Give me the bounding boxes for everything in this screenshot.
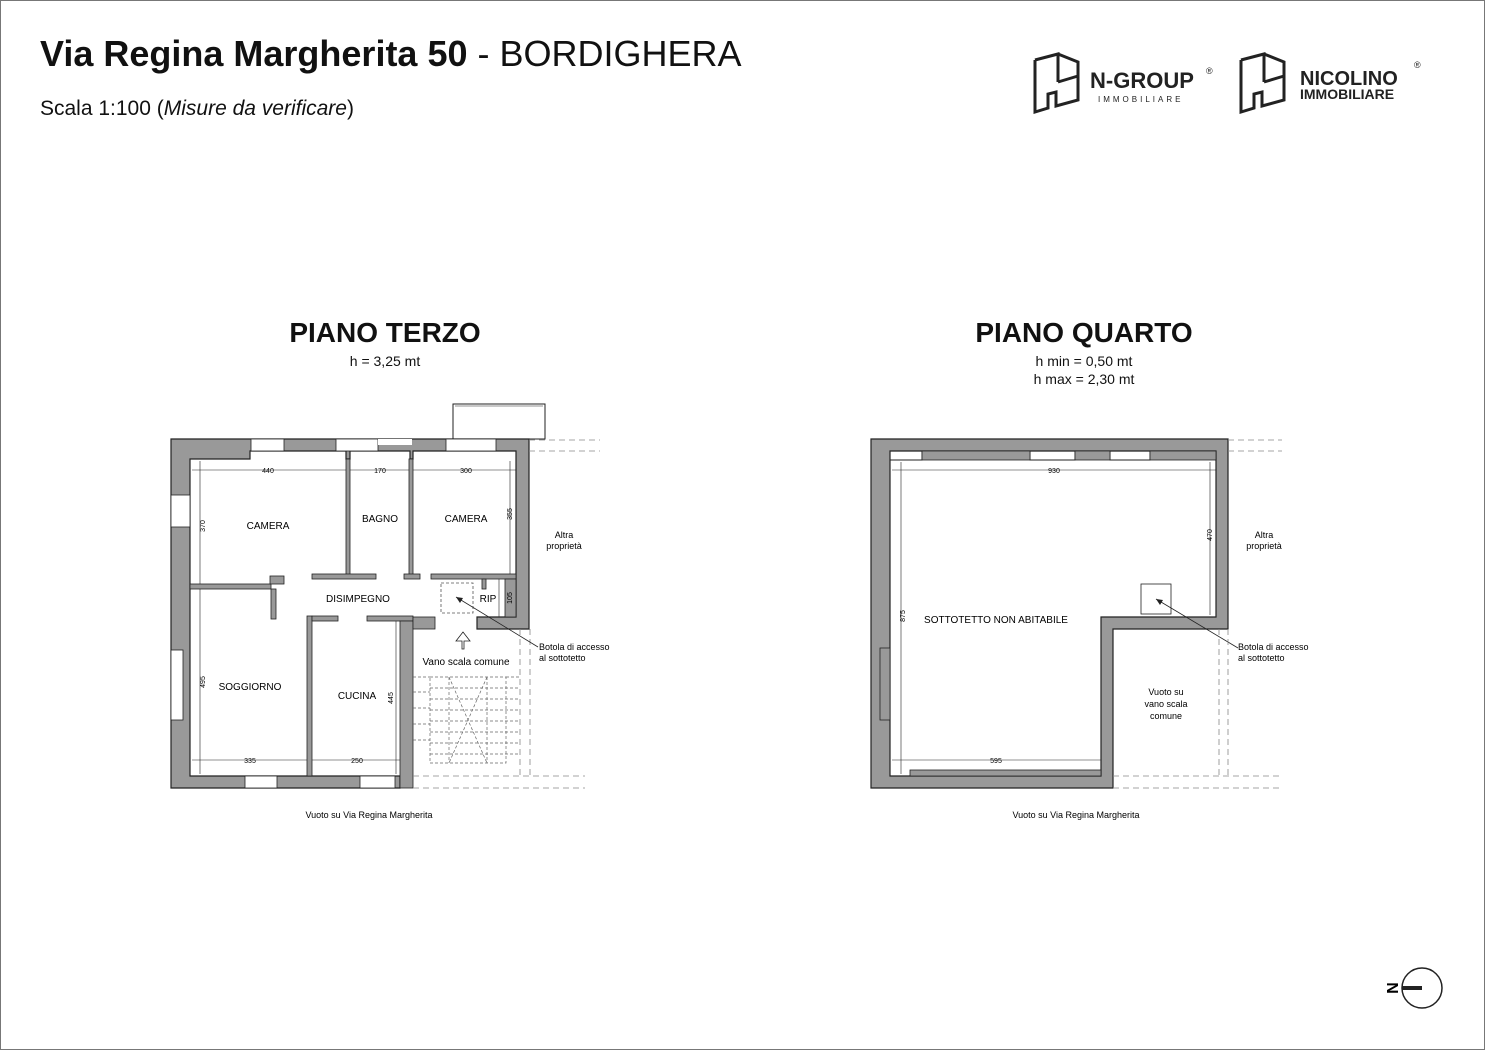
interior-wall [312, 574, 376, 579]
dim-250: 250 [351, 758, 363, 765]
nicolino-sub: IMMOBILIARE [1300, 86, 1395, 102]
interior-wall [413, 617, 435, 629]
dim-930: 930 [1048, 468, 1060, 475]
dim-355: 355 [507, 508, 514, 520]
botola-label-2: al sottotetto [539, 653, 586, 663]
room-camera-2: CAMERA [444, 514, 488, 525]
room-rip: RIP [479, 594, 497, 605]
dim-495: 495 [200, 676, 207, 688]
interior-wall [190, 584, 271, 589]
title-address: Via Regina Margherita 50 [40, 33, 468, 74]
nicolino-name: NICOLINO [1300, 68, 1398, 90]
interior-wall [346, 459, 350, 578]
dim-470: 470 [1207, 529, 1214, 541]
floor3-height: h = 3,25 mt [349, 353, 421, 369]
scale-label: Scala 1:100 ( [40, 97, 164, 120]
attic-wall-segment [922, 451, 1030, 460]
interior-wall [409, 459, 413, 578]
dim-170: 170 [374, 468, 386, 475]
floor4-exterior-wall [871, 439, 1228, 788]
dim-335: 335 [244, 758, 256, 765]
title-city: - BORDIGHERA [467, 33, 742, 74]
attic-wall-segment [880, 648, 890, 720]
vuoto-scala-3: comune [1149, 711, 1183, 721]
window [360, 776, 395, 788]
botola-label-1: Botola di accesso [539, 642, 610, 652]
ngroup-reg: ® [1206, 66, 1213, 76]
dim-440: 440 [262, 468, 274, 475]
window-gap [378, 439, 412, 445]
window [251, 439, 284, 451]
dim-595: 595 [990, 758, 1002, 765]
dim-875: 875 [900, 610, 907, 622]
dim-370: 370 [200, 520, 207, 532]
room-soggiorno: SOGGIORNO [218, 682, 282, 693]
floor4-title: PIANO QUARTO [975, 317, 1193, 348]
floor3-title: PIANO TERZO [289, 317, 481, 348]
staircase [413, 677, 520, 763]
attic-wall-segment [1150, 451, 1216, 460]
scale-note: Misure da verificare [163, 97, 347, 120]
interior-wall [431, 574, 516, 579]
window [446, 439, 496, 451]
interior-wall [307, 616, 312, 776]
floor4-hmax: h max = 2,30 mt [1033, 371, 1135, 387]
altra-label-1: Altra [1254, 530, 1274, 540]
window [171, 650, 183, 720]
room-bagno: BAGNO [361, 514, 399, 525]
interior-wall [271, 589, 276, 619]
botola-label-1: Botola di accesso [1238, 642, 1309, 652]
property-lines [1113, 440, 1282, 788]
floor3-plan [171, 404, 610, 820]
interior-wall [367, 616, 413, 621]
scale-close: ) [346, 97, 354, 120]
botola-label-2: al sottotetto [1238, 653, 1285, 663]
vuoto-label: Vuoto su Via Regina Margherita [305, 810, 433, 820]
attic-wall-segment [1075, 451, 1110, 460]
vano-scala-label: Vano scala comune [422, 657, 510, 668]
ngroup-name: N-GROUP [1090, 68, 1194, 93]
entry-arrow-icon [456, 632, 470, 649]
altra-label-2: proprietà [546, 541, 582, 551]
vuoto-scala-2: vano scala [1144, 699, 1188, 709]
vuoto-label: Vuoto su Via Regina Margherita [1012, 810, 1140, 820]
floor4-plan [871, 439, 1309, 820]
dim-105: 105 [507, 592, 514, 604]
dimension-lines [192, 461, 516, 774]
window [336, 439, 378, 451]
window [245, 776, 277, 788]
arrowhead-icon [456, 597, 463, 603]
floor4-hmin: h min = 0,50 mt [1035, 353, 1133, 369]
room-cucina: CUCINA [337, 691, 377, 702]
dim-300: 300 [460, 468, 472, 475]
room-camera-1: CAMERA [246, 521, 290, 532]
attic-wall-segment [910, 770, 1101, 776]
altra-label-1: Altra [554, 530, 574, 540]
interior-wall [270, 576, 284, 584]
room-sottotetto: SOTTOTETTO NON ABITABILE [924, 615, 1068, 626]
north-letter: N [1382, 982, 1400, 994]
balcony [453, 404, 545, 439]
interior-wall [400, 621, 413, 788]
vuoto-scala-1: Vuoto su [1148, 687, 1184, 697]
interior-wall [482, 579, 486, 589]
altra-label-2: proprietà [1246, 541, 1282, 551]
interior-wall [312, 616, 338, 621]
window [171, 495, 190, 527]
ngroup-sub: IMMOBILIARE [1098, 95, 1184, 104]
nicolino-reg: ® [1414, 60, 1421, 70]
north-compass-icon [1383, 968, 1442, 1008]
interior-wall [404, 574, 420, 579]
dim-445: 445 [388, 692, 395, 704]
room-disimpegno: DISIMPEGNO [326, 594, 390, 605]
